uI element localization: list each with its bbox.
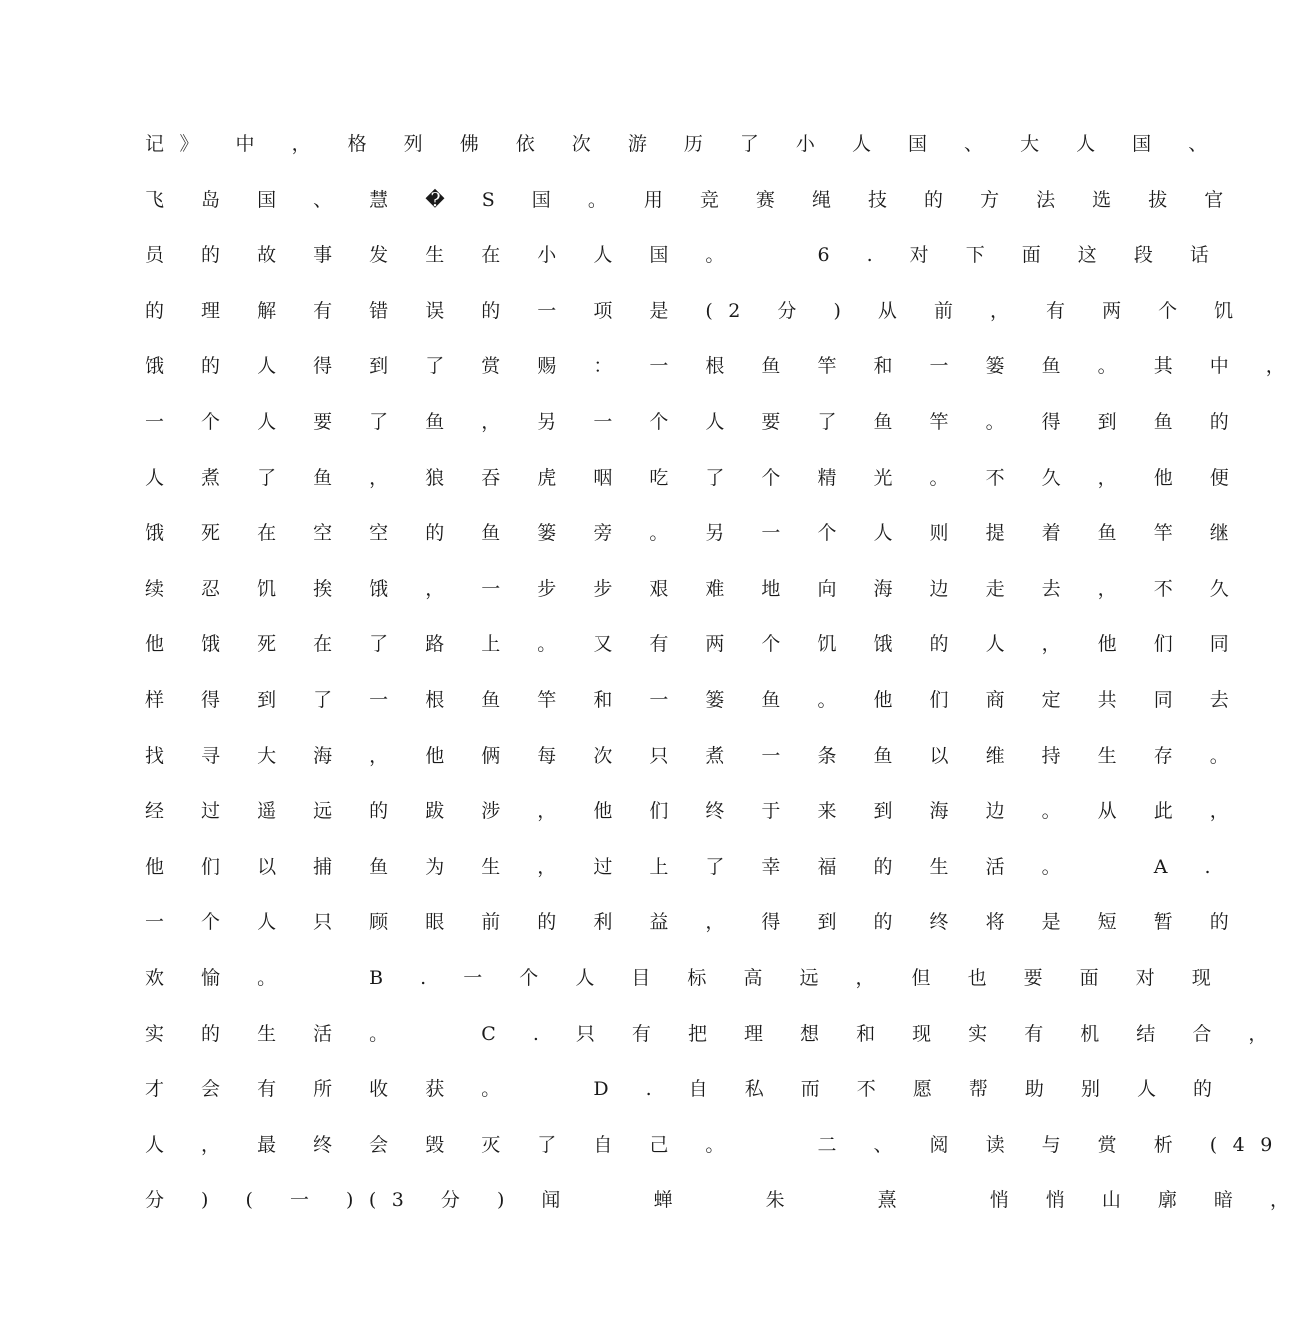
text-line: 他 们 以 捕 鱼 为 生 ， 过 上 了 幸 福 的 生 活 。 A . [145, 855, 1227, 878]
text-line: 实 的 生 活 。 C . 只 有 把 理 想 和 现 实 有 机 结 合 ， [145, 1022, 1283, 1045]
text-line: 一 个 人 要 了 鱼 ， 另 一 个 人 要 了 鱼 竿 。 得 到 鱼 的 [145, 410, 1245, 433]
text-line: 一 个 人 只 顾 眼 前 的 利 益 ， 得 到 的 终 将 是 短 暂 的 [145, 911, 1245, 934]
text-line: 记》 中 ， 格 列 佛 依 次 游 历 了 小 人 国 、 大 人 国 、 [145, 133, 1223, 155]
text-line: 飞 岛 国 、 慧 � S 国 。 用 竞 赛 绳 技 的 方 法 选 拔 官 [145, 188, 1239, 211]
text-line: 欢 愉 。 B . 一 个 人 目 标 高 远 ， 但 也 要 面 对 现 [145, 966, 1227, 989]
text-line: 饿 的 人 得 到 了 赏 赐 ： 一 根 鱼 竿 和 一 篓 鱼 。 其 中 ， [145, 355, 1301, 378]
text-line: 续 忍 饥 挨 饿 ， 一 步 步 艰 难 地 向 海 边 走 去 ， 不 久 [145, 577, 1245, 600]
text-line: 样 得 到 了 一 根 鱼 竿 和 一 篓 鱼 。 他 们 商 定 共 同 去 [145, 688, 1245, 711]
text-line: 经 过 遥 远 的 跋 涉 ， 他 们 终 于 来 到 海 边 。 从 此 ， [145, 800, 1245, 823]
text-line: 人 煮 了 鱼 ， 狼 吞 虎 咽 吃 了 个 精 光 。 不 久 ， 他 便 [145, 466, 1245, 489]
text-line: 找 寻 大 海 ， 他 俩 每 次 只 煮 一 条 鱼 以 维 持 生 存 。 [145, 744, 1245, 767]
text-line: 的 理 解 有 错 误 的 一 项 是 (2 分 ) 从 前 ， 有 两 个 饥 [145, 299, 1249, 322]
text-line: 员 的 故 事 发 生 在 小 人 国 。 6 . 对 下 面 这 段 话 [145, 244, 1225, 267]
body-text [145, 126, 1304, 1238]
text-line: 饿 死 在 空 空 的 鱼 篓 旁 。 另 一 个 人 则 提 着 鱼 竿 继 [145, 522, 1245, 545]
text-line: 才 会 有 所 收 获 。 D . 自 私 而 不 愿 帮 助 别 人 的 [145, 1078, 1228, 1101]
text-line: 人 ， 最 终 会 毁 灭 了 自 己 。 二 、 阅 读 与 赏 析 (49 [145, 1133, 1288, 1156]
text-line: 他 饿 死 在 了 路 上 。 又 有 两 个 饥 饿 的 人 ， 他 们 同 [145, 633, 1245, 656]
text-line: 分 ) ( 一 )(3 分 ) 闻 蝉 朱 熹 悄 悄 山 廓 暗 ， [145, 1189, 1304, 1212]
